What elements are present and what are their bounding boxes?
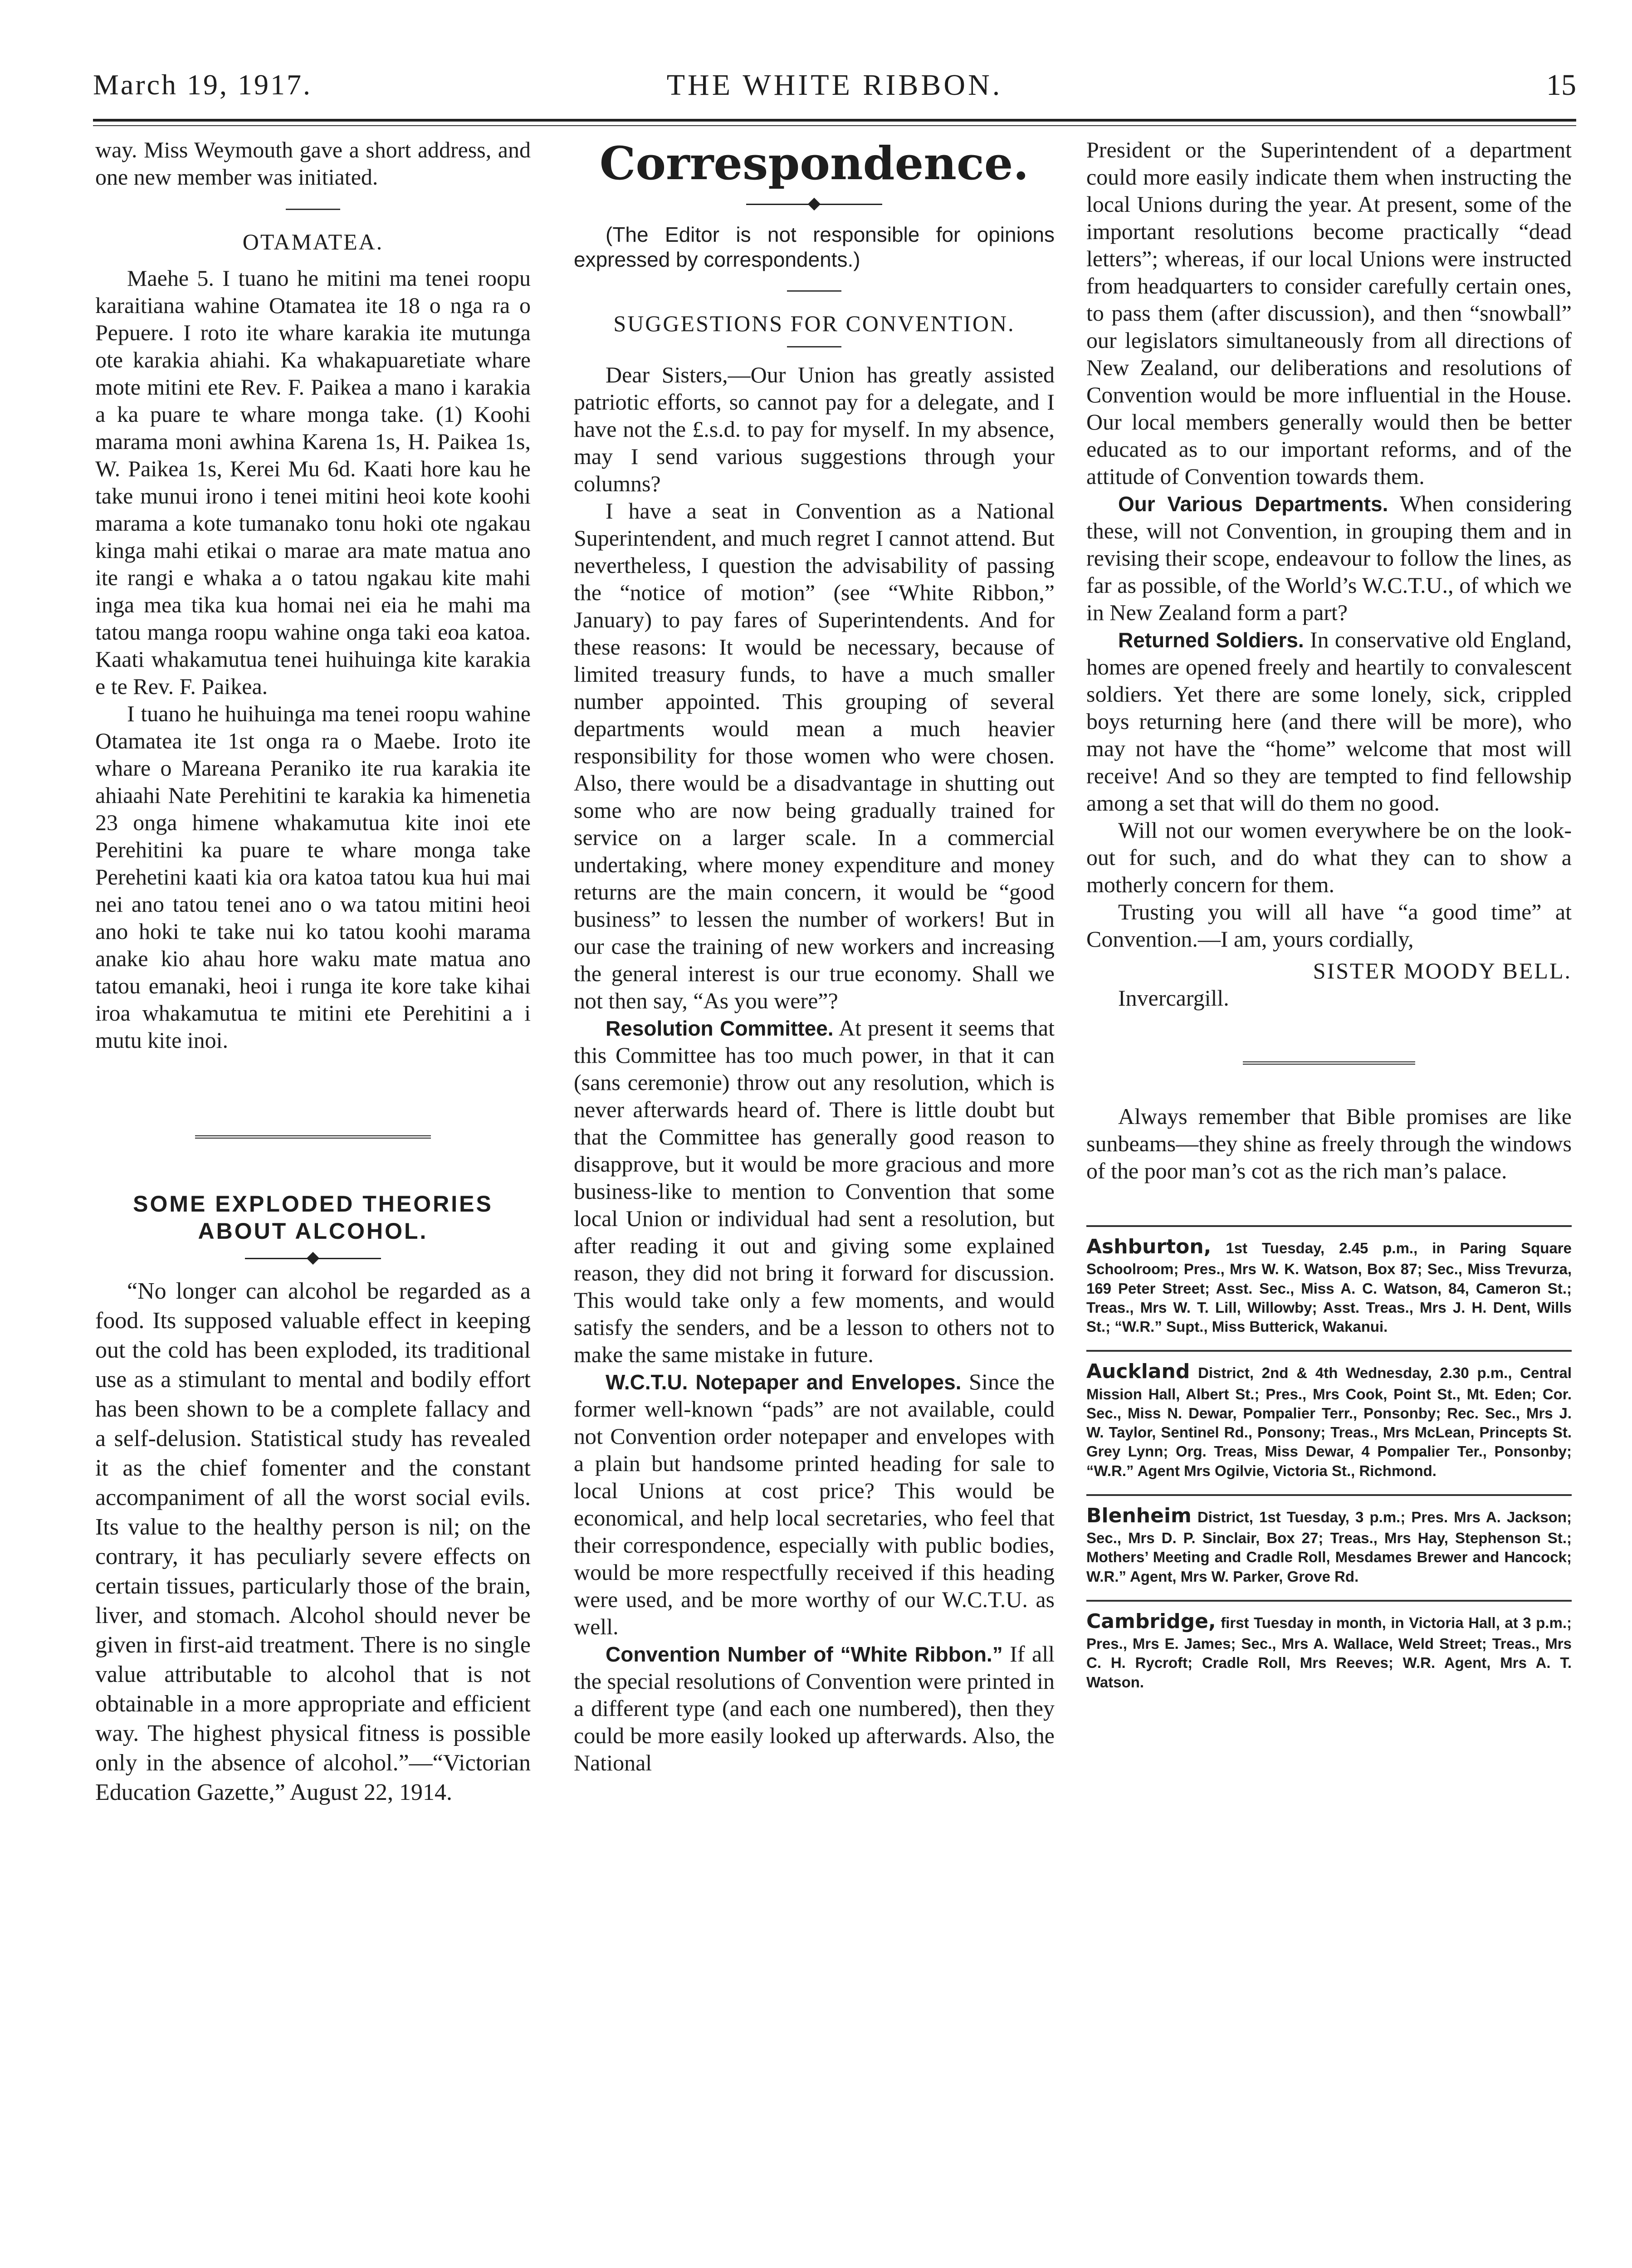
divider-double xyxy=(1243,1061,1415,1066)
alcohol-article xyxy=(95,1276,531,1807)
resolution-paragraph: Resolution Committee. At present it seems that this Committee has too much power, in that it can (sans ceremonie) throw out any resolution, which is never afterwards heard of. There is little doubt but that the Committee has generally good reason to disapprove, but it would be more gracious and more business-like to mention to Convention that some local Union or individual had sent a resolution, but after reading it out and giving some explained reason, they did not bring it forward for discussion. This would take only a few moments, and would satisfy the senders, and be a lesson to others not to make the same mistake in future. xyxy=(574,1015,1055,1368)
departments-paragraph: Our Various Departments. When considering these, will not Convention, in grouping them and in revising their scope, endeavour to follow the lines, as far as possible, of the World’s W.C.T.U., of which we in New Zealand form a part? xyxy=(1086,491,1572,625)
notepaper-paragraph: W.C.T.U. Notepaper and Envelopes. Since the former well-known “pads” are not available, could not Convention order notepaper and envelopes with a plain but handsome printed heading for sale to local Unions at cost price? This would be economical, and help local secretaries, who feel that their correspondence, especially with public bodies, would be more respectfully received if this heading were used, and be more worthy of our W.C.T.U. as well. xyxy=(574,1369,1055,1640)
page-number: 15 xyxy=(1546,68,1576,102)
divider xyxy=(787,346,841,347)
directory-name: Blenheim xyxy=(1086,1504,1192,1527)
alcohol-text: “No longer can alcohol be regarded as a food. Its supposed valuable effect in keeping out the cold has been exploded, its traditional use as a stimulant to mental and bodily effort has been shown to be a complete fallacy and a self-delusion. Statistical study has revealed it as the chief fomenter and the constant accompaniment of all the worst social evils. Its value to the healthy person is nil; on the contrary, it has peculiarly severe effects on certain tissues, particularly those of the brain, liver, and stomach. Alcohol should never be given in first-aid treatment. There is no single value attributable to alcohol that is not obtainable in a more appropriate and efficient way. The highest physical fitness is possible only in the absence of alcohol.”—“Victorian Education Gazette,” August 22, 1914. xyxy=(95,1278,531,1805)
divider xyxy=(286,209,340,210)
letter-paragraph-1: Dear Sisters,—Our Union has greatly assisted patriotic efforts, so cannot pay for a delegate, and I have not the £.s.d. to pay for myself. In my absence, may I send various suggestions through your columns? xyxy=(574,362,1055,497)
page-header xyxy=(93,64,1576,118)
directory-name: Ashburton, xyxy=(1086,1235,1212,1258)
letter-paragraph-2: I have a seat in Convention as a National Superintendent, and much regret I cannot attend. But nevertheless, I question the advisability of passing the “notice of motion” (see “White Ribbon,” January) to pay fares of Superintendents. And for these reasons: It would be necessary, because of limited treasury funds, to have a much smaller number appointed. This grouping of several departments would mean a much heavier responsibility for those women who were chosen. Also, there would be a disadvantage in shutting out some who are now being gradually trained for service on a larger scale. In a commercial undertaking, where money expenditure and money returns are the main concern, it would be “good business” to lessen the number of workers! But in our case the training of new workers and increasing the general interest is our true economy. Shall we not then say, “As you were”? xyxy=(574,498,1055,1014)
convention-heading: Convention Number of “White Ribbon.” xyxy=(606,1642,1003,1667)
resolution-heading: Resolution Committee. xyxy=(606,1017,834,1041)
closing-paragraph: Trusting you will all have “a good time” at Convention.—I am, yours cordially, xyxy=(1086,899,1572,952)
signature-place: Invercargill. xyxy=(1118,985,1229,1011)
directory-name: Auckland xyxy=(1086,1360,1190,1383)
union-directory xyxy=(1086,1225,1572,1706)
convention-paragraph: Convention Number of “White Ribbon.” If all the special resolutions of Convention were printed in a different type (and each one numbered), then they could be more easily looked up afterwards. Also, the National xyxy=(574,1641,1055,1776)
header-rule-thin xyxy=(93,125,1576,126)
signature: SISTER MOODY BELL. xyxy=(1313,958,1572,983)
intro-paragraph: way. Miss Weymouth gave a short address, and one new member was initiated. xyxy=(95,137,531,190)
bible-paragraph: Always remember that Bible promises are like sunbeams—they shine as freely through the windows of the poor man’s cot as the rich man’s palace. xyxy=(1086,1104,1572,1183)
header-rule xyxy=(93,119,1576,122)
correspondence-title: Correspondence. xyxy=(599,137,1029,190)
letter-continued: President or the Superintendent of a department could more easily indicate them when instructing the local Unions during the year. At present, some of the important resolutions become practically “dead letters”; whereas, if our local Unions were instructed from headquarters to consider carefully certain ones, to pass them (after discussion), and then “snowball” our legislators simultaneously from all directions of New Zealand, our deliberations and resolutions of Convention would be more influential in the House. Our local members generally would then be better educated as to our important reforms, and of the attitude of Convention towards them. xyxy=(1086,137,1572,489)
directory-entry: Auckland District, 2nd & 4th Wednesday, 2.30 p.m., Central Mission Hall, Albert St.; Pres., Mrs Cook, Point St., Mt. Eden; Cor. Sec., Miss N. Dewar, Pompalier Terr., Ponsonby; Rec. Sec., Mrs J. W. Taylor, Sentinel Rd., Ponsony; Treas., Mrs McLean, Princepts St. Grey Lynn; Org. Treas, Miss Dewar, 4 Pompalier Ter., Ponsonby; “W.R.” Agent Mrs Ogilvie, Victoria St., Richmond. xyxy=(1086,1350,1572,1494)
column-middle xyxy=(574,136,1055,1776)
otamatea-heading: OTAMATEA. xyxy=(242,229,384,254)
editor-note: (The Editor is not responsible for opinions expressed by correspondents.) xyxy=(574,223,1055,272)
divider xyxy=(787,290,841,292)
directory-entry: Ashburton, 1st Tuesday, 2.45 p.m., in Paring Square Schoolroom; Pres., Mrs W. K. Watson, Box 87; Sec., Miss Trevurza, 169 Peter Street; Asst. Sec., Miss A. C. Watson, 84, Cameron St.; Treas., Mrs W. T. Lill, Willowby; Asst. Treas., Mrs J. H. Dent, Wills St.; “W.R.” Supt., Miss Butterick, Wakanui. xyxy=(1086,1225,1572,1350)
directory-entry: Cambridge, first Tuesday in month, in Victoria Hall, at 3 p.m.; Pres., Mrs E. James; Sec., Mrs A. Wallace, Weld Street; Treas., Mrs C. H. Rycroft; Cradle Roll, Mrs Reeves; W.R. Agent, Mrs A. T. Watson. xyxy=(1086,1600,1572,1706)
soldiers-heading: Returned Soldiers. xyxy=(1118,628,1304,652)
publication-title: THE WHITE RIBBON. xyxy=(666,68,1003,102)
notepaper-heading: W.C.T.U. Notepaper and Envelopes. xyxy=(606,1370,962,1394)
ornament-divider xyxy=(746,200,882,209)
otamatea-paragraph-2: I tuano he huihuinga ma tenei roopu wahine Otamatea ite 1st onga ra o Maebe. Iroto ite whare o Mareana Peraniko ite rua karakia ite ahiaahi Nate Perehitini te karakia ka himenetia 23 onga himene whakamutua kite inoi ete Perehitini ka puare te whare monga take Perehetini kaati kia ora katoa tatou kua hui mai nei ano tatou tenei ano o wa tatou mitini heoi ano hoki te take nui ko tatou koohi marama anake kio ahau hore waku mate matua ano tatou emanaki, heoi i runga ite kore take kihai iroa whakamutua te mitini ete Perehitini a i mutu kite inoi. xyxy=(95,701,531,1053)
ornament-divider xyxy=(245,1254,381,1263)
issue-date: March 19, 1917. xyxy=(93,68,313,101)
suggestions-heading: SUGGESTIONS FOR CONVENTION. xyxy=(613,311,1015,337)
otamatea-paragraph-1: Maehe 5. I tuano he mitini ma tenei roopu karaitiana wahine Otamatea ite 18 o nga ra o Pepuere. I roto ite whare karakia ite mutunga ote karakia ahiahi. Ka whakapuaretiate whare mote mitini ete Rev. F. Paikea a mano i karakia a ka puare te whare monga take. (1) Koohi marama moni awhina Karena 1s, H. Paikea 1s, W. Paikea 1s, Kerei Mu 6d. Kaati hore kau he take munui irono i tenei mitini heoi kote koohi marama a kote tumanako tonu hoki ote ngakau kinga mahi etikai o marae ara mate matua ano ite rangi e whaka a o tatou ngakau kite mahi inga mea tika kua homai nei eia he mahi ma tatou manga roopu wahine onga taki eoa katoa. Kaati whakamutua tenei huihuinga kite karakia e te Rev. F. Paikea. xyxy=(95,265,531,699)
soldiers-paragraph: Returned Soldiers. In conservative old England, homes are opened freely and heartily to convalescent soldiers. Yet there are some lonely, sick, crippled boys returning here (and there will be more), who may not have the “home” welcome that most will receive! And so they are tempted to find fellowship among a set that will do them no good. xyxy=(1086,627,1572,816)
directory-name: Cambridge, xyxy=(1086,1609,1216,1633)
divider-double xyxy=(195,1135,431,1140)
directory-entry: Blenheim District, 1st Tuesday, 3 p.m.; Pres. Mrs A. Jackson; Sec., Mrs D. P. Sinclair, Box 27; Treas., Mrs Hay, Stephenson St.; Mothers’ Meeting and Cradle Roll, Mesdames Brewer and Hancock; W.R.” Agent, Mrs W. Parker, Grove Rd. xyxy=(1086,1494,1572,1600)
column-left xyxy=(95,136,531,1807)
women-paragraph: Will not our women everywhere be on the look-out for such, and do what they can to show a motherly concern for them. xyxy=(1086,817,1572,897)
alcohol-article-title: SOME EXPLODED THEORIES ABOUT ALCOHOL. xyxy=(133,1191,493,1244)
departments-heading: Our Various Departments. xyxy=(1118,492,1388,516)
column-right xyxy=(1086,136,1572,1706)
